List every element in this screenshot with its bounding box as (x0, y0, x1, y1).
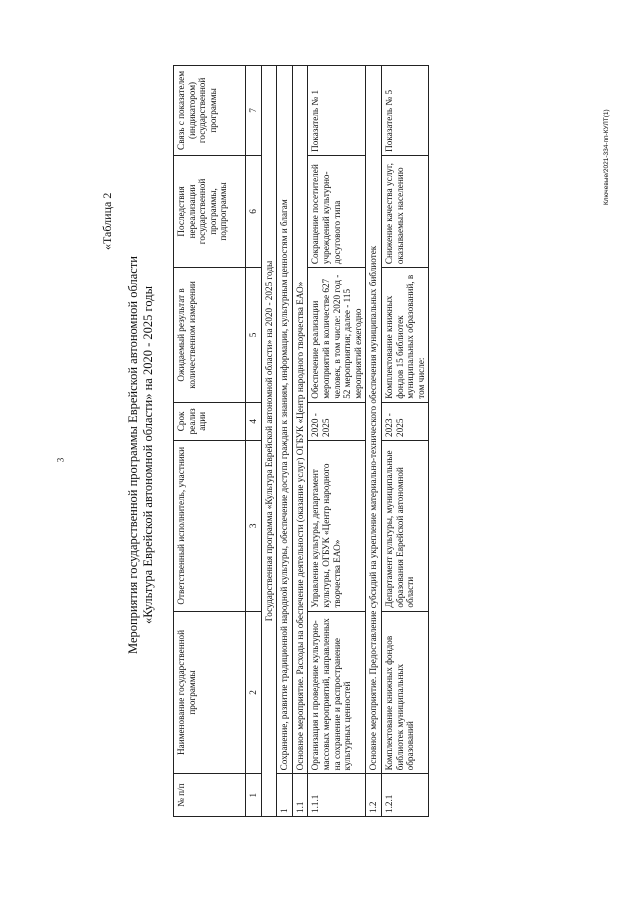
page-number: 3 (55, 457, 66, 463)
title-line-1: Мероприятия государственной программы Еврейской автономной области (126, 256, 140, 654)
header-executor: Ответственный исполнитель, участники (174, 440, 246, 611)
program-row (261, 66, 277, 817)
col-number: 1 (246, 774, 262, 817)
row-num: 1 (277, 774, 293, 817)
col-number: 3 (246, 440, 262, 611)
row-num: 1.1 (292, 774, 308, 817)
row-num: 1.2 (366, 774, 382, 817)
main-measure-row (366, 66, 382, 817)
cell-executor: Управление культуры, департамент культуры, ОГБУК «Центр народного творчества ЕАО» (308, 440, 366, 611)
header-name: Наименование государственной программы (174, 611, 246, 774)
task-row (277, 66, 293, 817)
title-line-2: «Культура Еврейской автономной области» на 2020 - 2025 годы (141, 286, 155, 624)
measures-table (173, 65, 429, 817)
header-row (174, 66, 246, 817)
cell-executor: Департамент культуры, муниципальные образования Еврейской автономной области (381, 440, 428, 611)
cell-result: Обеспечение реализации мероприятий в количестве 627 человек, в том числе: 2020 год - 52 мероприятия; далее - 115 мероприятий ежегодно (308, 268, 366, 403)
main-measure-text: Основное мероприятие. Предоставление субсидий на укрепление материально-технического обеспечения муниципальных библиотек (366, 66, 382, 774)
cell-result: Комплектование книжных фондов 15 библиотек муниципальных образований, в том числе: (381, 268, 428, 403)
col-number: 7 (246, 66, 262, 156)
column-number-row (246, 66, 262, 817)
cell-link: Показатель № 1 (308, 66, 366, 156)
main-measure-text: Основное мероприятие. Расходы на обеспечение деятельности (оказание услуг) ОГБУК «Центр народного творчества ЕАО» (292, 66, 308, 774)
header-result: Ожидаемый результат в количественном измерении (174, 268, 246, 403)
program-title: Государственная программа «Культура Еврейской автономной области» на 2020 - 2025 годы (261, 66, 277, 817)
table-row (381, 66, 428, 817)
col-number: 4 (246, 402, 262, 440)
col-number: 6 (246, 155, 262, 267)
cell-period: 2020 - 2025 (308, 402, 366, 440)
cell-link: Показатель № 5 (381, 66, 428, 156)
document-title (126, 85, 156, 825)
cell-name: Организация и проведение культурно-массовых мероприятий, направленных на сохранение и распространение культурных ценностей (308, 611, 366, 774)
task-text: Сохранение, развитие традиционной народной культуры, обеспечение доступа граждан к знаниям, информации, культурным ценностям и благам (277, 66, 293, 774)
table-row (308, 66, 366, 817)
header-period: Срок реализ ации (174, 402, 246, 440)
col-number: 2 (246, 611, 262, 774)
cell-consequences: Снижение качества услуг, оказываемых населению (381, 155, 428, 267)
col-number: 5 (246, 268, 262, 403)
header-num: № п/п (174, 774, 246, 817)
footer-code: Ключевые/2021-334-пп-КУЛТ(1) (603, 109, 610, 205)
cell-name: Комплектование книжных фондов библиотек муниципальных образований (381, 611, 428, 774)
cell-consequences: Сокращение посетителей учреждений культурно-досугового типа (308, 155, 366, 267)
main-measure-row (292, 66, 308, 817)
row-num: 1.1.1 (308, 774, 366, 817)
table-label: «Таблица 2 (100, 192, 114, 250)
cell-period: 2023 - 2025 (381, 402, 428, 440)
header-consequences: Последствия нереализации государственной программы, подпрограммы (174, 155, 246, 267)
header-link: Связь с показателем (индикатором) государственной программы (174, 66, 246, 156)
row-num: 1.2.1 (381, 774, 428, 817)
